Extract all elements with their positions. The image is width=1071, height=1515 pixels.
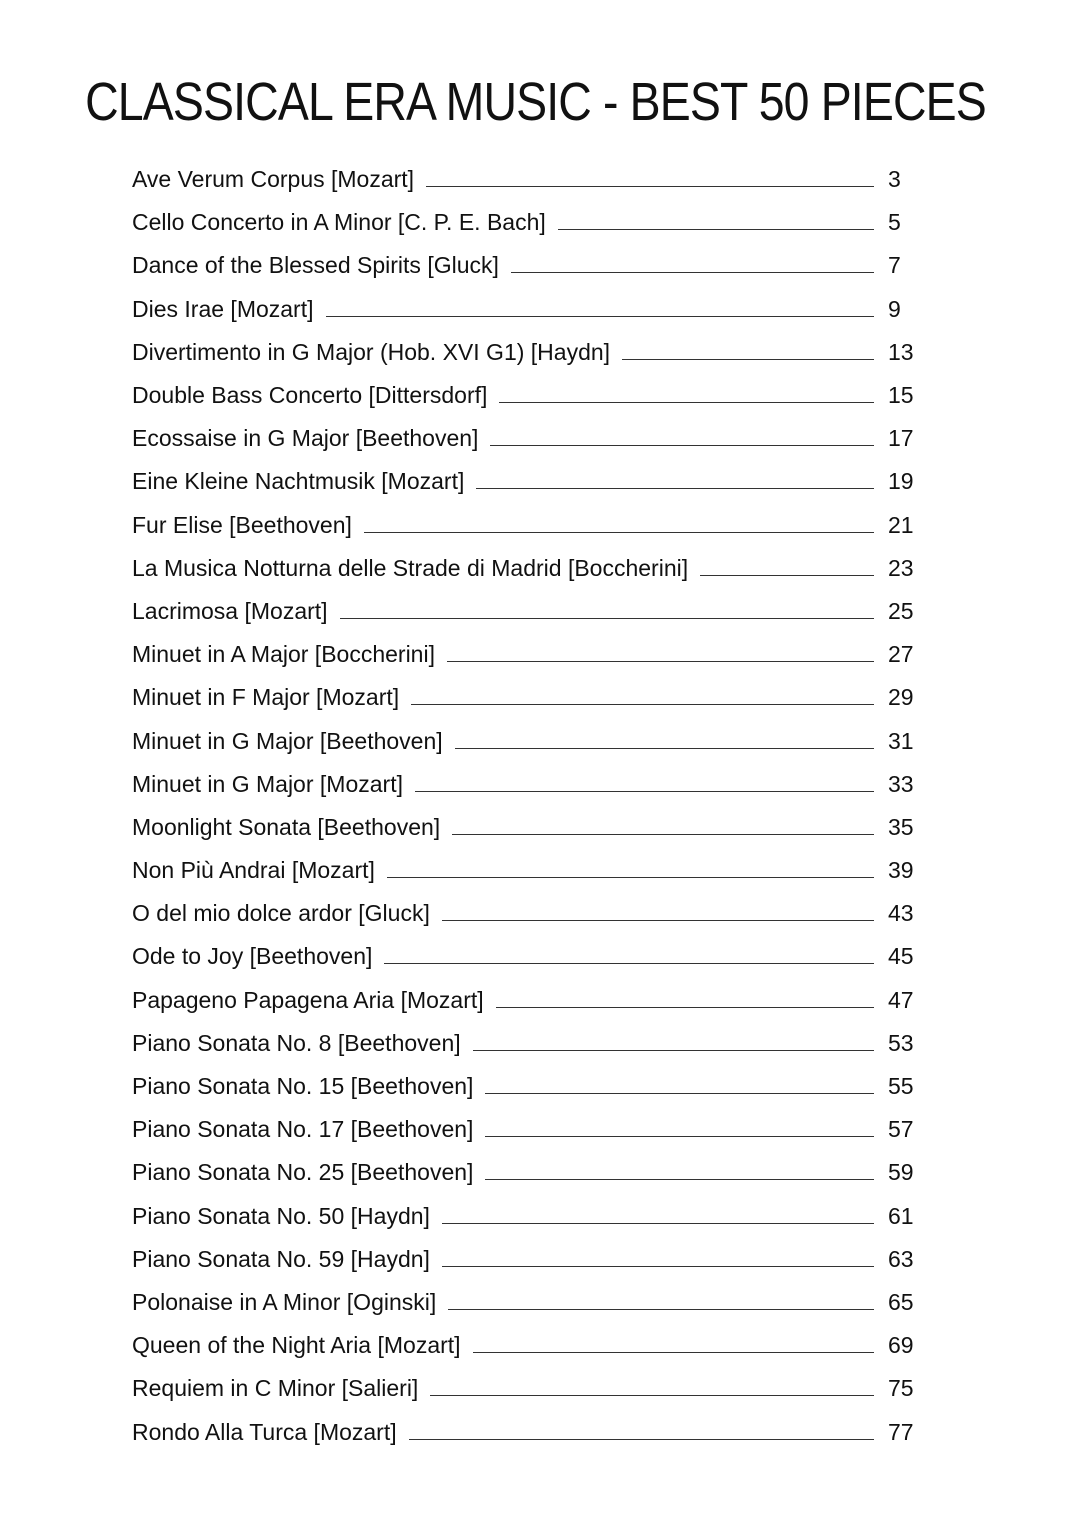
- toc-entry-title: Papageno Papagena Aria [Mozart]: [132, 986, 484, 1013]
- toc-entry-title: Piano Sonata No. 59 [Haydn]: [132, 1245, 430, 1272]
- toc-entry-title: Ave Verum Corpus [Mozart]: [132, 166, 415, 193]
- toc-entry: [132, 1238, 932, 1281]
- toc-entry-page-number: 59: [888, 1159, 914, 1186]
- toc-entry: [132, 1065, 932, 1108]
- toc-entry-page-number: 33: [888, 770, 914, 797]
- toc-entry-title: Moonlight Sonata [Beethoven]: [132, 813, 441, 840]
- toc-entry-title: Minuet in G Major [Beethoven]: [132, 727, 443, 754]
- toc-entry-title: Piano Sonata No. 25 [Beethoven]: [132, 1159, 474, 1186]
- toc-entry-page-number: 35: [888, 813, 914, 840]
- toc-entry: [132, 1022, 932, 1065]
- toc-entry: [132, 719, 932, 762]
- toc-entry-page-number: 43: [888, 900, 914, 927]
- toc-leader-line: [426, 186, 874, 187]
- toc-entry-title: Minuet in A Major [Boccherini]: [132, 641, 435, 668]
- toc-entry-page-number: 5: [888, 209, 901, 236]
- toc-entry-page-number: 57: [888, 1116, 914, 1143]
- toc-entry-title: Dies Irae [Mozart]: [132, 295, 314, 322]
- toc-entry-title: O del mio dolce ardor [Gluck]: [132, 900, 430, 927]
- toc-entry-page-number: 77: [888, 1418, 914, 1445]
- toc-leader-line: [622, 359, 874, 360]
- toc-entry-title: Requiem in C Minor [Salieri]: [132, 1375, 419, 1402]
- toc-leader-line: [485, 1093, 874, 1094]
- toc-leader-line: [409, 1439, 874, 1440]
- toc-entry: [132, 158, 932, 201]
- toc-entry: [132, 547, 932, 590]
- toc-entry-title: Double Bass Concerto [Dittersdorf]: [132, 382, 488, 409]
- toc-leader-line: [340, 618, 874, 619]
- toc-leader-line: [452, 834, 874, 835]
- toc-leader-line: [442, 920, 874, 921]
- toc-entry: [132, 201, 932, 244]
- toc-entry-title: Polonaise in A Minor [Oginski]: [132, 1288, 437, 1315]
- toc-leader-line: [490, 445, 874, 446]
- toc-leader-line: [415, 791, 874, 792]
- toc-entry-page-number: 53: [888, 1029, 914, 1056]
- toc-entry-title: Ecossaise in G Major [Beethoven]: [132, 425, 479, 452]
- toc-entry: [132, 590, 932, 633]
- toc-entry-page-number: 69: [888, 1332, 914, 1359]
- toc-entry: [132, 1108, 932, 1151]
- toc-entry-page-number: 21: [888, 511, 914, 538]
- toc-entry-title: Cello Concerto in A Minor [C. P. E. Bach]: [132, 209, 546, 236]
- toc-leader-line: [511, 272, 874, 273]
- toc-entry: [132, 244, 932, 287]
- toc-entry-page-number: 15: [888, 382, 914, 409]
- toc-leader-line: [473, 1352, 874, 1353]
- toc-leader-line: [364, 532, 874, 533]
- toc-leader-line: [485, 1179, 874, 1180]
- toc-entry-title: Piano Sonata No. 50 [Haydn]: [132, 1202, 430, 1229]
- table-of-contents: [132, 158, 932, 1454]
- toc-entry-title: Dance of the Blessed Spirits [Gluck]: [132, 252, 499, 279]
- toc-entry-title: Minuet in F Major [Mozart]: [132, 684, 400, 711]
- toc-entry: [132, 288, 932, 331]
- page-title: CLASSICAL ERA MUSIC - BEST 50 PIECES: [85, 72, 986, 132]
- toc-entry: [132, 935, 932, 978]
- toc-entry-page-number: 45: [888, 943, 914, 970]
- toc-entry-page-number: 39: [888, 857, 914, 884]
- toc-leader-line: [387, 877, 874, 878]
- toc-entry-page-number: 65: [888, 1288, 914, 1315]
- toc-leader-line: [473, 1050, 874, 1051]
- toc-leader-line: [430, 1395, 874, 1396]
- toc-entry-page-number: 75: [888, 1375, 914, 1402]
- toc-entry: [132, 676, 932, 719]
- toc-leader-line: [485, 1136, 874, 1137]
- toc-entry-title: Minuet in G Major [Mozart]: [132, 770, 403, 797]
- toc-entry: [132, 1324, 932, 1367]
- toc-leader-line: [558, 229, 874, 230]
- toc-entry: [132, 633, 932, 676]
- toc-entry: [132, 331, 932, 374]
- toc-entry: [132, 979, 932, 1022]
- toc-entry-page-number: 25: [888, 597, 914, 624]
- toc-entry: [132, 1151, 932, 1194]
- toc-entry-page-number: 9: [888, 295, 901, 322]
- toc-entry-title: Divertimento in G Major (Hob. XVI G1) [Haydn]: [132, 338, 611, 365]
- toc-entry-page-number: 13: [888, 338, 914, 365]
- toc-entry: [132, 417, 932, 460]
- toc-entry-title: Lacrimosa [Mozart]: [132, 597, 328, 624]
- toc-entry: [132, 1195, 932, 1238]
- toc-entry-page-number: 47: [888, 986, 914, 1013]
- toc-entry: [132, 460, 932, 503]
- toc-entry-page-number: 27: [888, 641, 914, 668]
- toc-entry-page-number: 63: [888, 1245, 914, 1272]
- toc-leader-line: [499, 402, 874, 403]
- toc-leader-line: [700, 575, 874, 576]
- toc-entry-title: Piano Sonata No. 15 [Beethoven]: [132, 1073, 474, 1100]
- toc-entry: [132, 892, 932, 935]
- toc-entry: [132, 849, 932, 892]
- toc-entry: [132, 1281, 932, 1324]
- toc-entry-page-number: 55: [888, 1073, 914, 1100]
- toc-entry: [132, 806, 932, 849]
- toc-entry-page-number: 61: [888, 1202, 914, 1229]
- toc-entry-title: Queen of the Night Aria [Mozart]: [132, 1332, 461, 1359]
- toc-entry-title: Ode to Joy [Beethoven]: [132, 943, 373, 970]
- toc-entry-page-number: 29: [888, 684, 914, 711]
- toc-entry: [132, 763, 932, 806]
- toc-entry-title: Piano Sonata No. 17 [Beethoven]: [132, 1116, 474, 1143]
- toc-entry-page-number: 19: [888, 468, 914, 495]
- toc-leader-line: [411, 704, 874, 705]
- toc-entry: [132, 504, 932, 547]
- toc-leader-line: [496, 1007, 874, 1008]
- toc-leader-line: [447, 661, 874, 662]
- toc-leader-line: [442, 1266, 874, 1267]
- toc-entry-page-number: 7: [888, 252, 901, 279]
- toc-leader-line: [442, 1223, 874, 1224]
- toc-entry-title: La Musica Notturna delle Strade di Madrid [Boccherini]: [132, 554, 689, 581]
- toc-entry-title: Eine Kleine Nachtmusik [Mozart]: [132, 468, 465, 495]
- toc-leader-line: [326, 316, 875, 317]
- toc-leader-line: [455, 748, 874, 749]
- toc-leader-line: [384, 963, 874, 964]
- toc-entry-title: Piano Sonata No. 8 [Beethoven]: [132, 1029, 461, 1056]
- toc-entry-title: Non Più Andrai [Mozart]: [132, 857, 375, 884]
- toc-entry: [132, 374, 932, 417]
- toc-entry-page-number: 17: [888, 425, 914, 452]
- toc-leader-line: [448, 1309, 874, 1310]
- toc-leader-line: [476, 488, 874, 489]
- toc-entry-page-number: 31: [888, 727, 914, 754]
- toc-entry-page-number: 23: [888, 554, 914, 581]
- toc-entry: [132, 1367, 932, 1410]
- toc-entry-page-number: 3: [888, 166, 901, 193]
- toc-entry-title: Rondo Alla Turca [Mozart]: [132, 1418, 397, 1445]
- toc-entry-title: Fur Elise [Beethoven]: [132, 511, 352, 538]
- toc-entry: [132, 1410, 932, 1453]
